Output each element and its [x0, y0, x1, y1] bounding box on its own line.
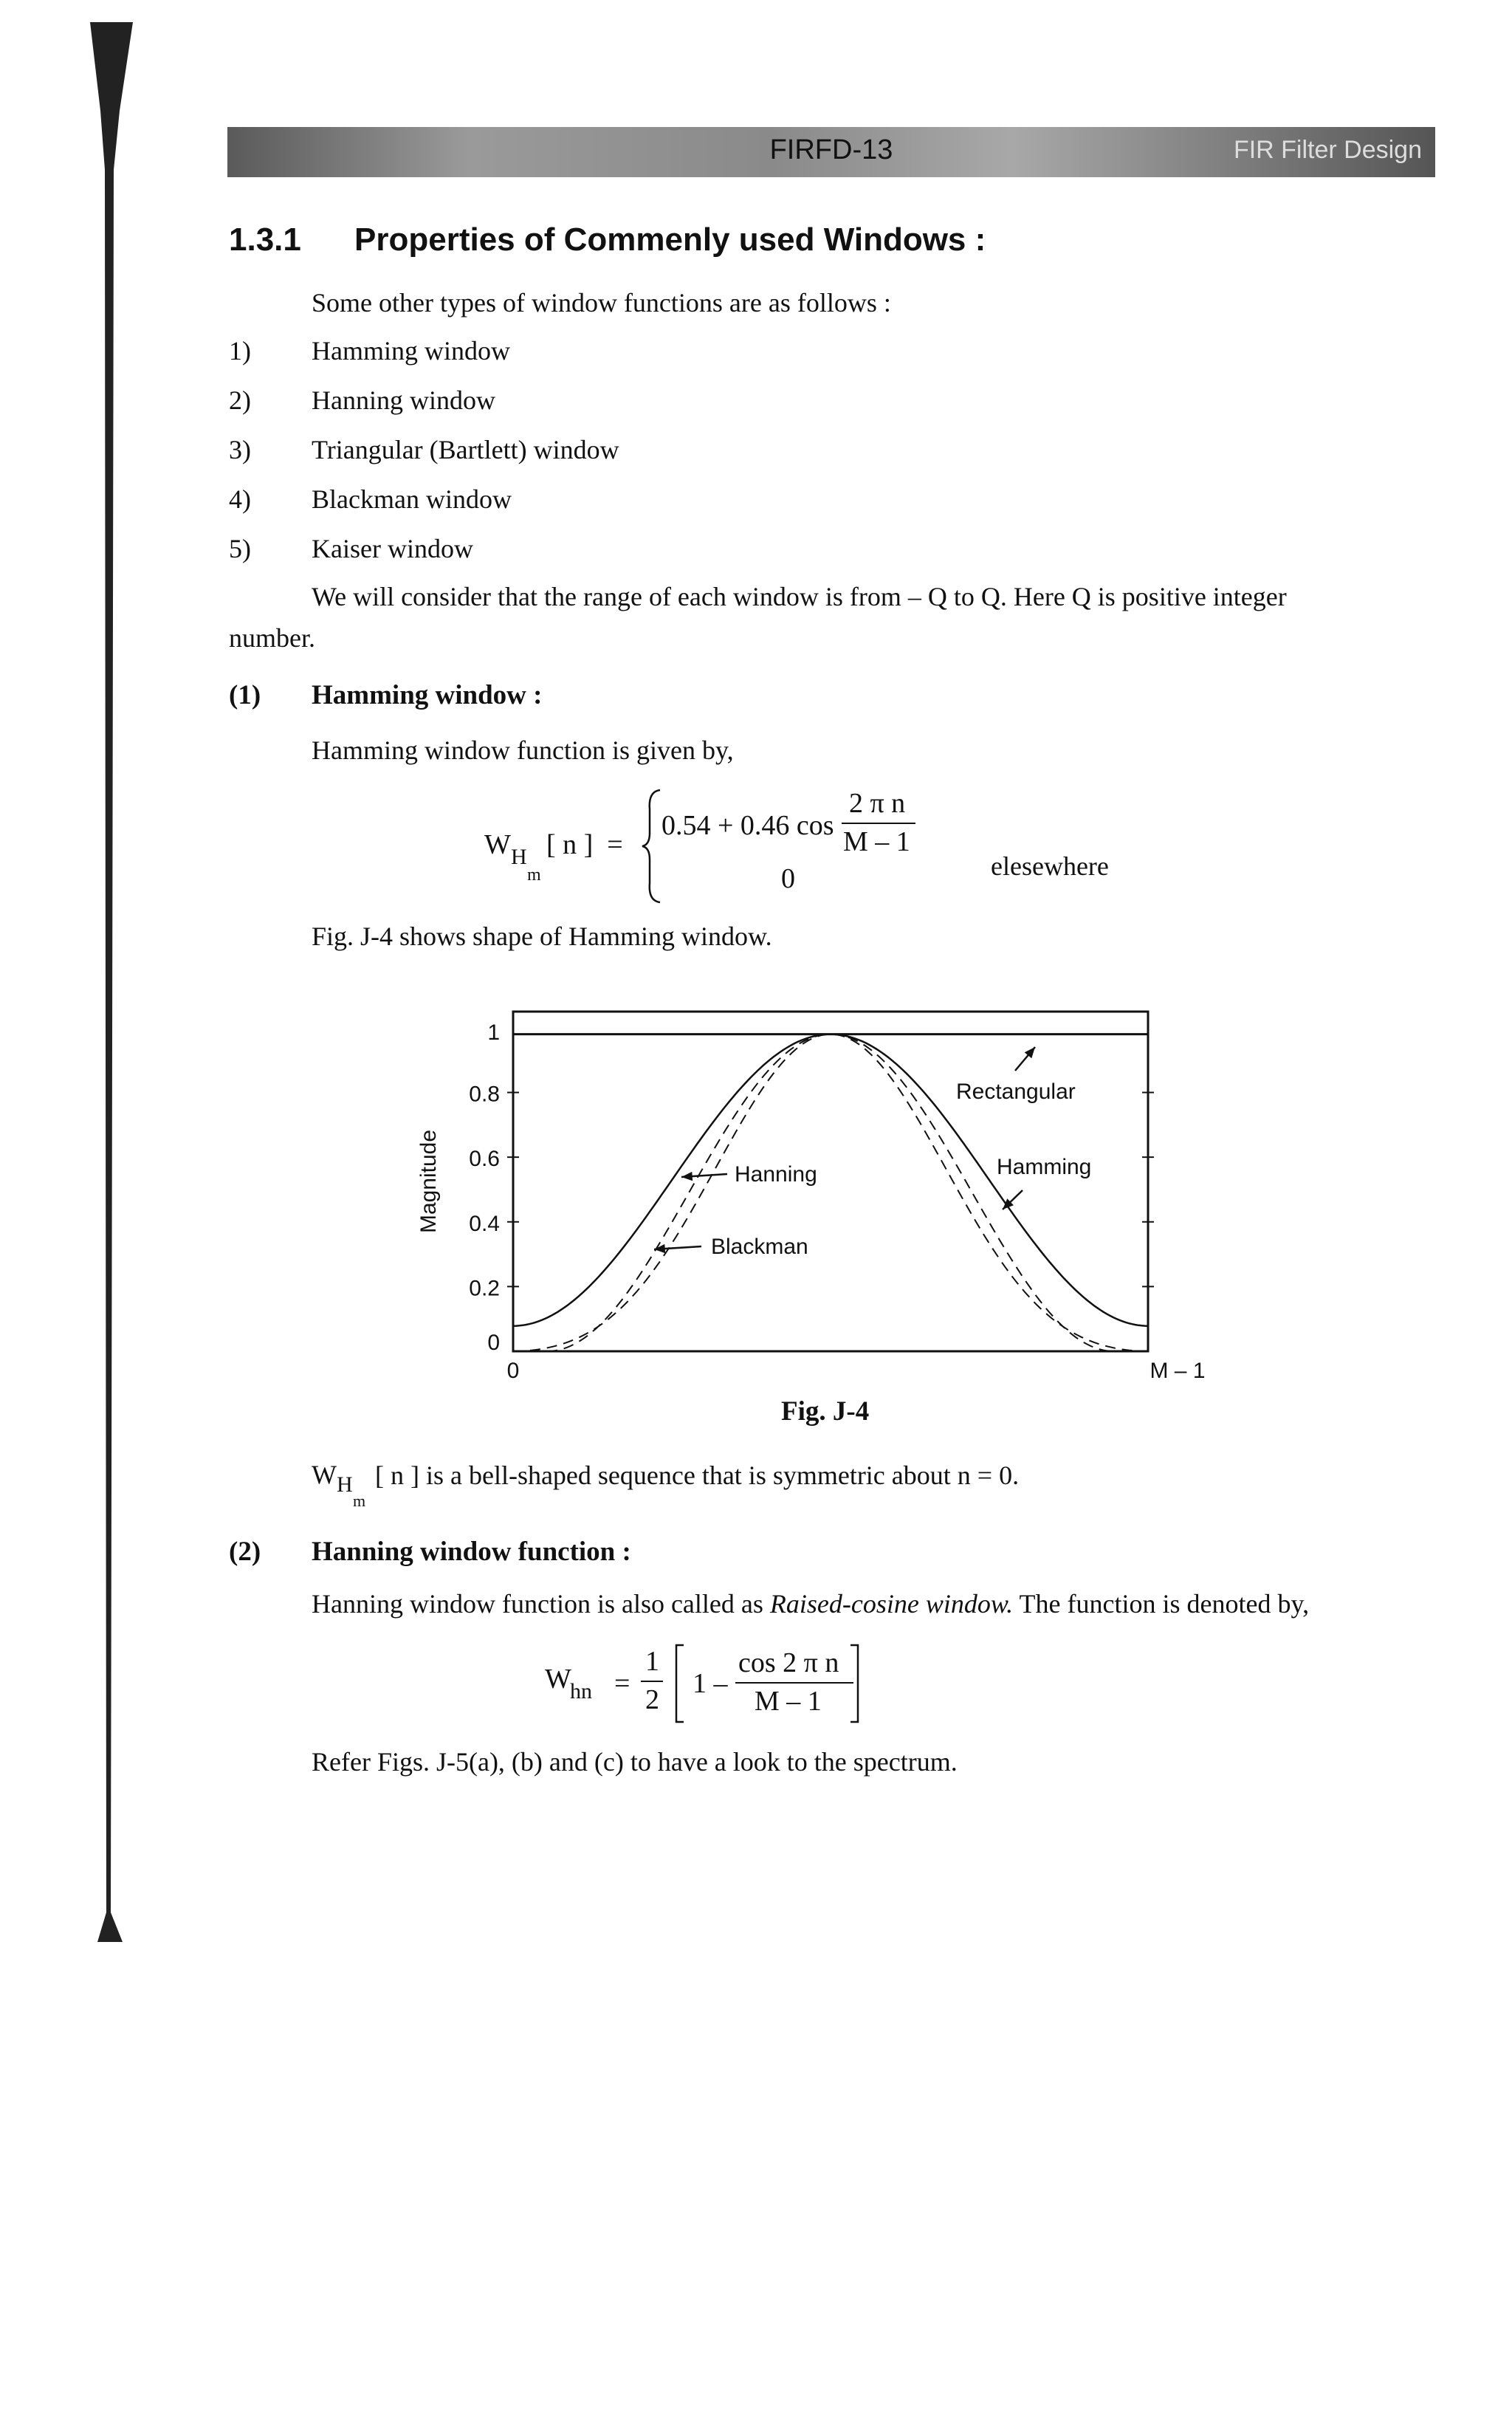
window-chart — [399, 997, 1206, 1403]
list-item: Triangular (Bartlett) window — [312, 435, 619, 464]
list-item: Blackman window — [312, 484, 512, 514]
x-tick-label: 0 — [506, 1359, 520, 1383]
subsection-heading: Hamming window : — [312, 680, 543, 710]
section-number: 1.3.1 — [229, 222, 301, 258]
legend-blackman-label: Blackman — [711, 1235, 808, 1259]
equation-numerator: 2 π n — [849, 788, 906, 819]
equation-denominator: M – 1 — [755, 1686, 822, 1717]
equation-one: 1 – — [693, 1668, 728, 1699]
equation-denominator: M – 1 — [843, 826, 910, 857]
y-tick-label: 0.6 — [469, 1147, 500, 1172]
equation-subsubscript: m — [527, 865, 541, 885]
after-subsubscript: m — [353, 1492, 366, 1510]
legend-blackman-arrow-head — [654, 1244, 665, 1253]
half-denominator: 2 — [645, 1684, 659, 1715]
equation-equals: = — [614, 1668, 630, 1699]
after-lhs: W — [312, 1460, 337, 1489]
list-item-number: 2) — [229, 385, 251, 415]
after-text: [ n ] is a bell-shaped sequence that is symmetric about n = 0. — [375, 1461, 1020, 1490]
hanning-intro — [312, 1588, 1309, 1620]
range-text-end: number. — [229, 623, 315, 653]
intro-text: Some other types of window functions are as follows : — [312, 288, 891, 318]
equation-subscript: hn — [570, 1679, 592, 1703]
list-item-number: 4) — [229, 484, 251, 514]
list-item: Kaiser window — [312, 534, 473, 563]
y-tick-label: 1 — [487, 1020, 500, 1045]
section-heading — [229, 222, 986, 258]
subsection-number: (1) — [229, 680, 261, 710]
list-item: Hanning window — [312, 385, 495, 415]
hanning-intro-italic: Raised-cosine window. — [769, 1589, 1014, 1619]
binding-spine — [90, 22, 133, 1942]
series-hamming — [513, 1034, 1148, 1326]
subsection-number: (2) — [229, 1537, 261, 1567]
subsection-heading: Hanning window function : — [312, 1537, 631, 1567]
legend-rectangular-label: Rectangular — [956, 1080, 1076, 1104]
page-number: FIRFD-13 — [769, 134, 893, 165]
figure-caption: Fig. J-4 — [781, 1396, 870, 1427]
y-tick-label: 0.2 — [469, 1276, 500, 1301]
hanning-intro-end: The function is denoted by, — [1013, 1589, 1310, 1619]
equation-numerator: cos 2 π n — [738, 1647, 839, 1678]
y-tick-label: 0.4 — [469, 1211, 500, 1236]
y-tick-label: 0 — [487, 1331, 500, 1355]
plot-frame — [513, 1012, 1148, 1351]
equation-term: 0.54 + 0.46 cos — [662, 810, 834, 841]
curly-brace — [641, 787, 663, 905]
list-item-number: 3) — [229, 435, 251, 464]
equation-lhs: W — [484, 829, 511, 860]
y-axis-label: Magnitude — [416, 1129, 441, 1234]
refer-text: Refer Figs. J-5(a), (b) and (c) to have a look to the spectrum. — [312, 1747, 958, 1777]
figure-reference: Fig. J-4 shows shape of Hamming window. — [312, 922, 772, 951]
fraction-bar — [735, 1682, 853, 1684]
half-numerator: 1 — [645, 1646, 659, 1677]
list-item: Hamming window — [312, 336, 510, 366]
after-subscript: H — [337, 1472, 353, 1497]
list-item-number: 5) — [229, 534, 251, 563]
list-item-number: 1) — [229, 336, 251, 366]
equation-lhs: W — [545, 1664, 571, 1695]
legend-hanning-label: Hanning — [735, 1162, 817, 1187]
equation-zero: 0 — [781, 863, 795, 894]
legend-hamming-label: Hamming — [997, 1155, 1092, 1179]
hamming-intro: Hamming window function is given by, — [312, 735, 734, 765]
range-text: We will consider that the range of each window is from – Q to Q. Here Q is positive integer — [312, 582, 1287, 611]
equation-elsewhere: elesewhere — [991, 851, 1109, 881]
legend-hanning-arrow-head — [681, 1172, 693, 1181]
chapter-title: FIR Filter Design — [1233, 136, 1422, 164]
fraction-bar — [641, 1681, 663, 1682]
x-tick-label: M – 1 — [1150, 1359, 1206, 1383]
y-tick-label: 0.8 — [469, 1082, 500, 1107]
page-header-bar — [227, 127, 1435, 177]
hanning-intro-plain: Hanning window function is also called as — [312, 1589, 770, 1619]
section-title: Properties of Commenly used Windows : — [354, 222, 986, 258]
fraction-bar — [842, 823, 915, 824]
equation-subscript: H — [511, 845, 527, 869]
equation-argument: [ n ] = — [546, 829, 623, 860]
